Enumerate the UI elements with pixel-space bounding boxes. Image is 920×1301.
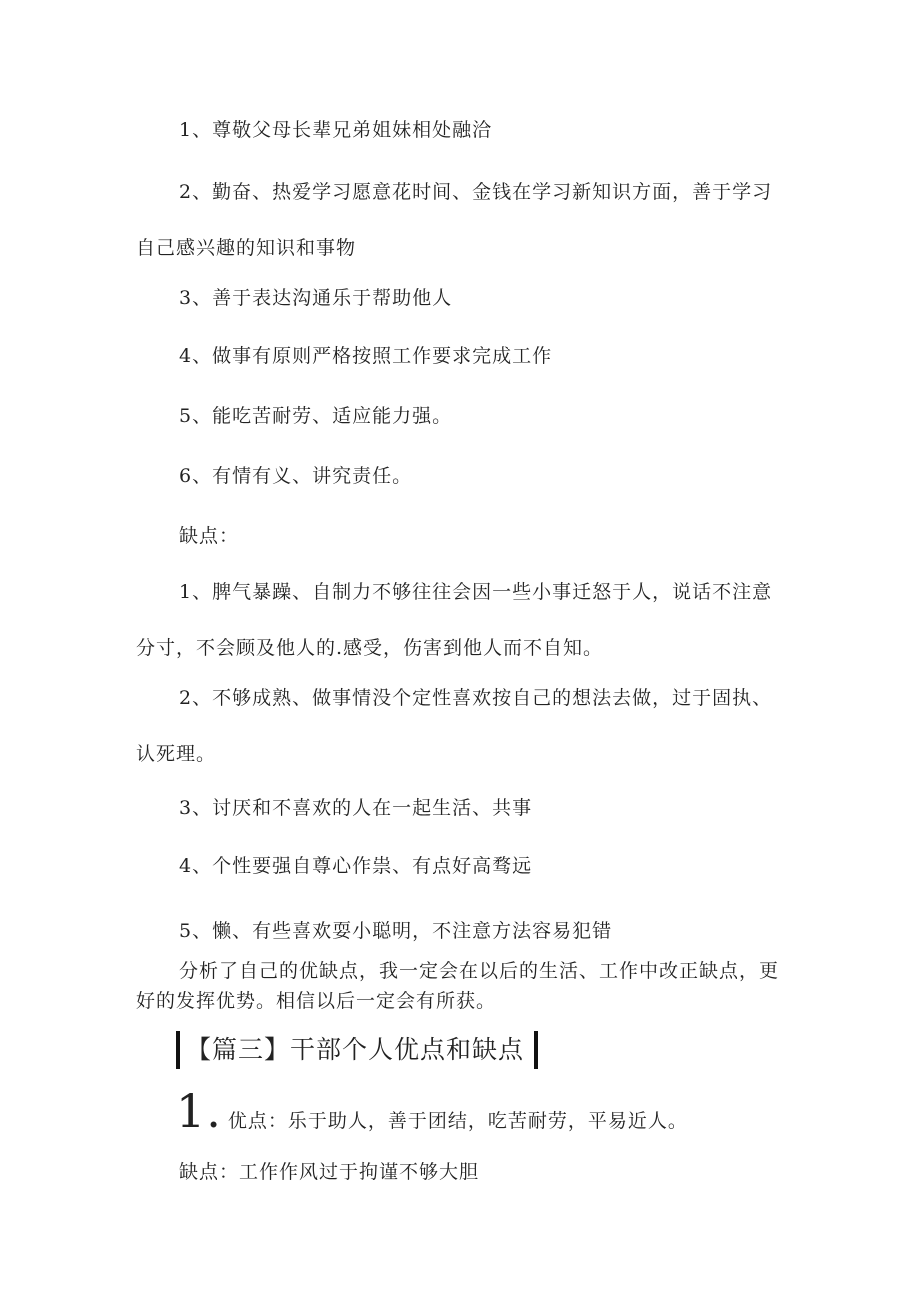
section-shortcoming: 缺点：工作作风过于拘谨不够大胆 bbox=[179, 1161, 480, 1183]
strength-item-2: 2、勤奋、热爱学习愿意花时间、金钱在学习新知识方面，善于学习自己感兴趣的知识和事物 bbox=[136, 181, 773, 259]
section-item-1 bbox=[176, 1083, 688, 1139]
weakness-item-3: 3、讨厌和不喜欢的人在一起生活、共事 bbox=[179, 797, 533, 819]
weakness-item-4: 4、个性要强自尊心作祟、有点好高骛远 bbox=[179, 855, 533, 877]
strength-item-5: 5、能吃苦耐劳、适应能力强。 bbox=[179, 405, 453, 427]
strength-item-1: 1、尊敬父母长辈兄弟姐妹相处融洽 bbox=[179, 119, 493, 141]
weakness-item-2: 2、不够成熟、做事情没个定性喜欢按自己的想法去做，过于固执、认死理。 bbox=[136, 687, 773, 765]
section-heading bbox=[176, 1026, 538, 1074]
weakness-item-5: 5、懒、有些喜欢耍小聪明，不注意方法容易犯错 bbox=[179, 920, 613, 942]
strength-item-3: 3、善于表达沟通乐于帮助他人 bbox=[179, 287, 453, 309]
weakness-item-1: 1、脾气暴躁、自制力不够往往会因一些小事迁怒于人，说话不注意分寸，不会顾及他人的.感受，伤害到他人而不自知。 bbox=[136, 581, 773, 659]
item-number: 1. bbox=[176, 1084, 222, 1138]
heading-bar-left bbox=[176, 1031, 180, 1069]
weakness-label: 缺点： bbox=[179, 525, 240, 547]
item-text: 优点：乐于助人，善于团结，吃苦耐劳，平易近人。 bbox=[227, 1110, 688, 1132]
section-title: 【篇三】干部个人优点和缺点 bbox=[186, 1035, 525, 1064]
heading-bar-right bbox=[534, 1031, 538, 1069]
strength-item-6: 6、有情有义、讲究责任。 bbox=[179, 465, 413, 487]
strength-item-4: 4、做事有原则严格按照工作要求完成工作 bbox=[179, 345, 553, 367]
summary-paragraph: 分析了自己的优缺点，我一定会在以后的生活、工作中改正缺点，更好的发挥优势。相信以后一定会有所获。 bbox=[136, 960, 780, 1012]
